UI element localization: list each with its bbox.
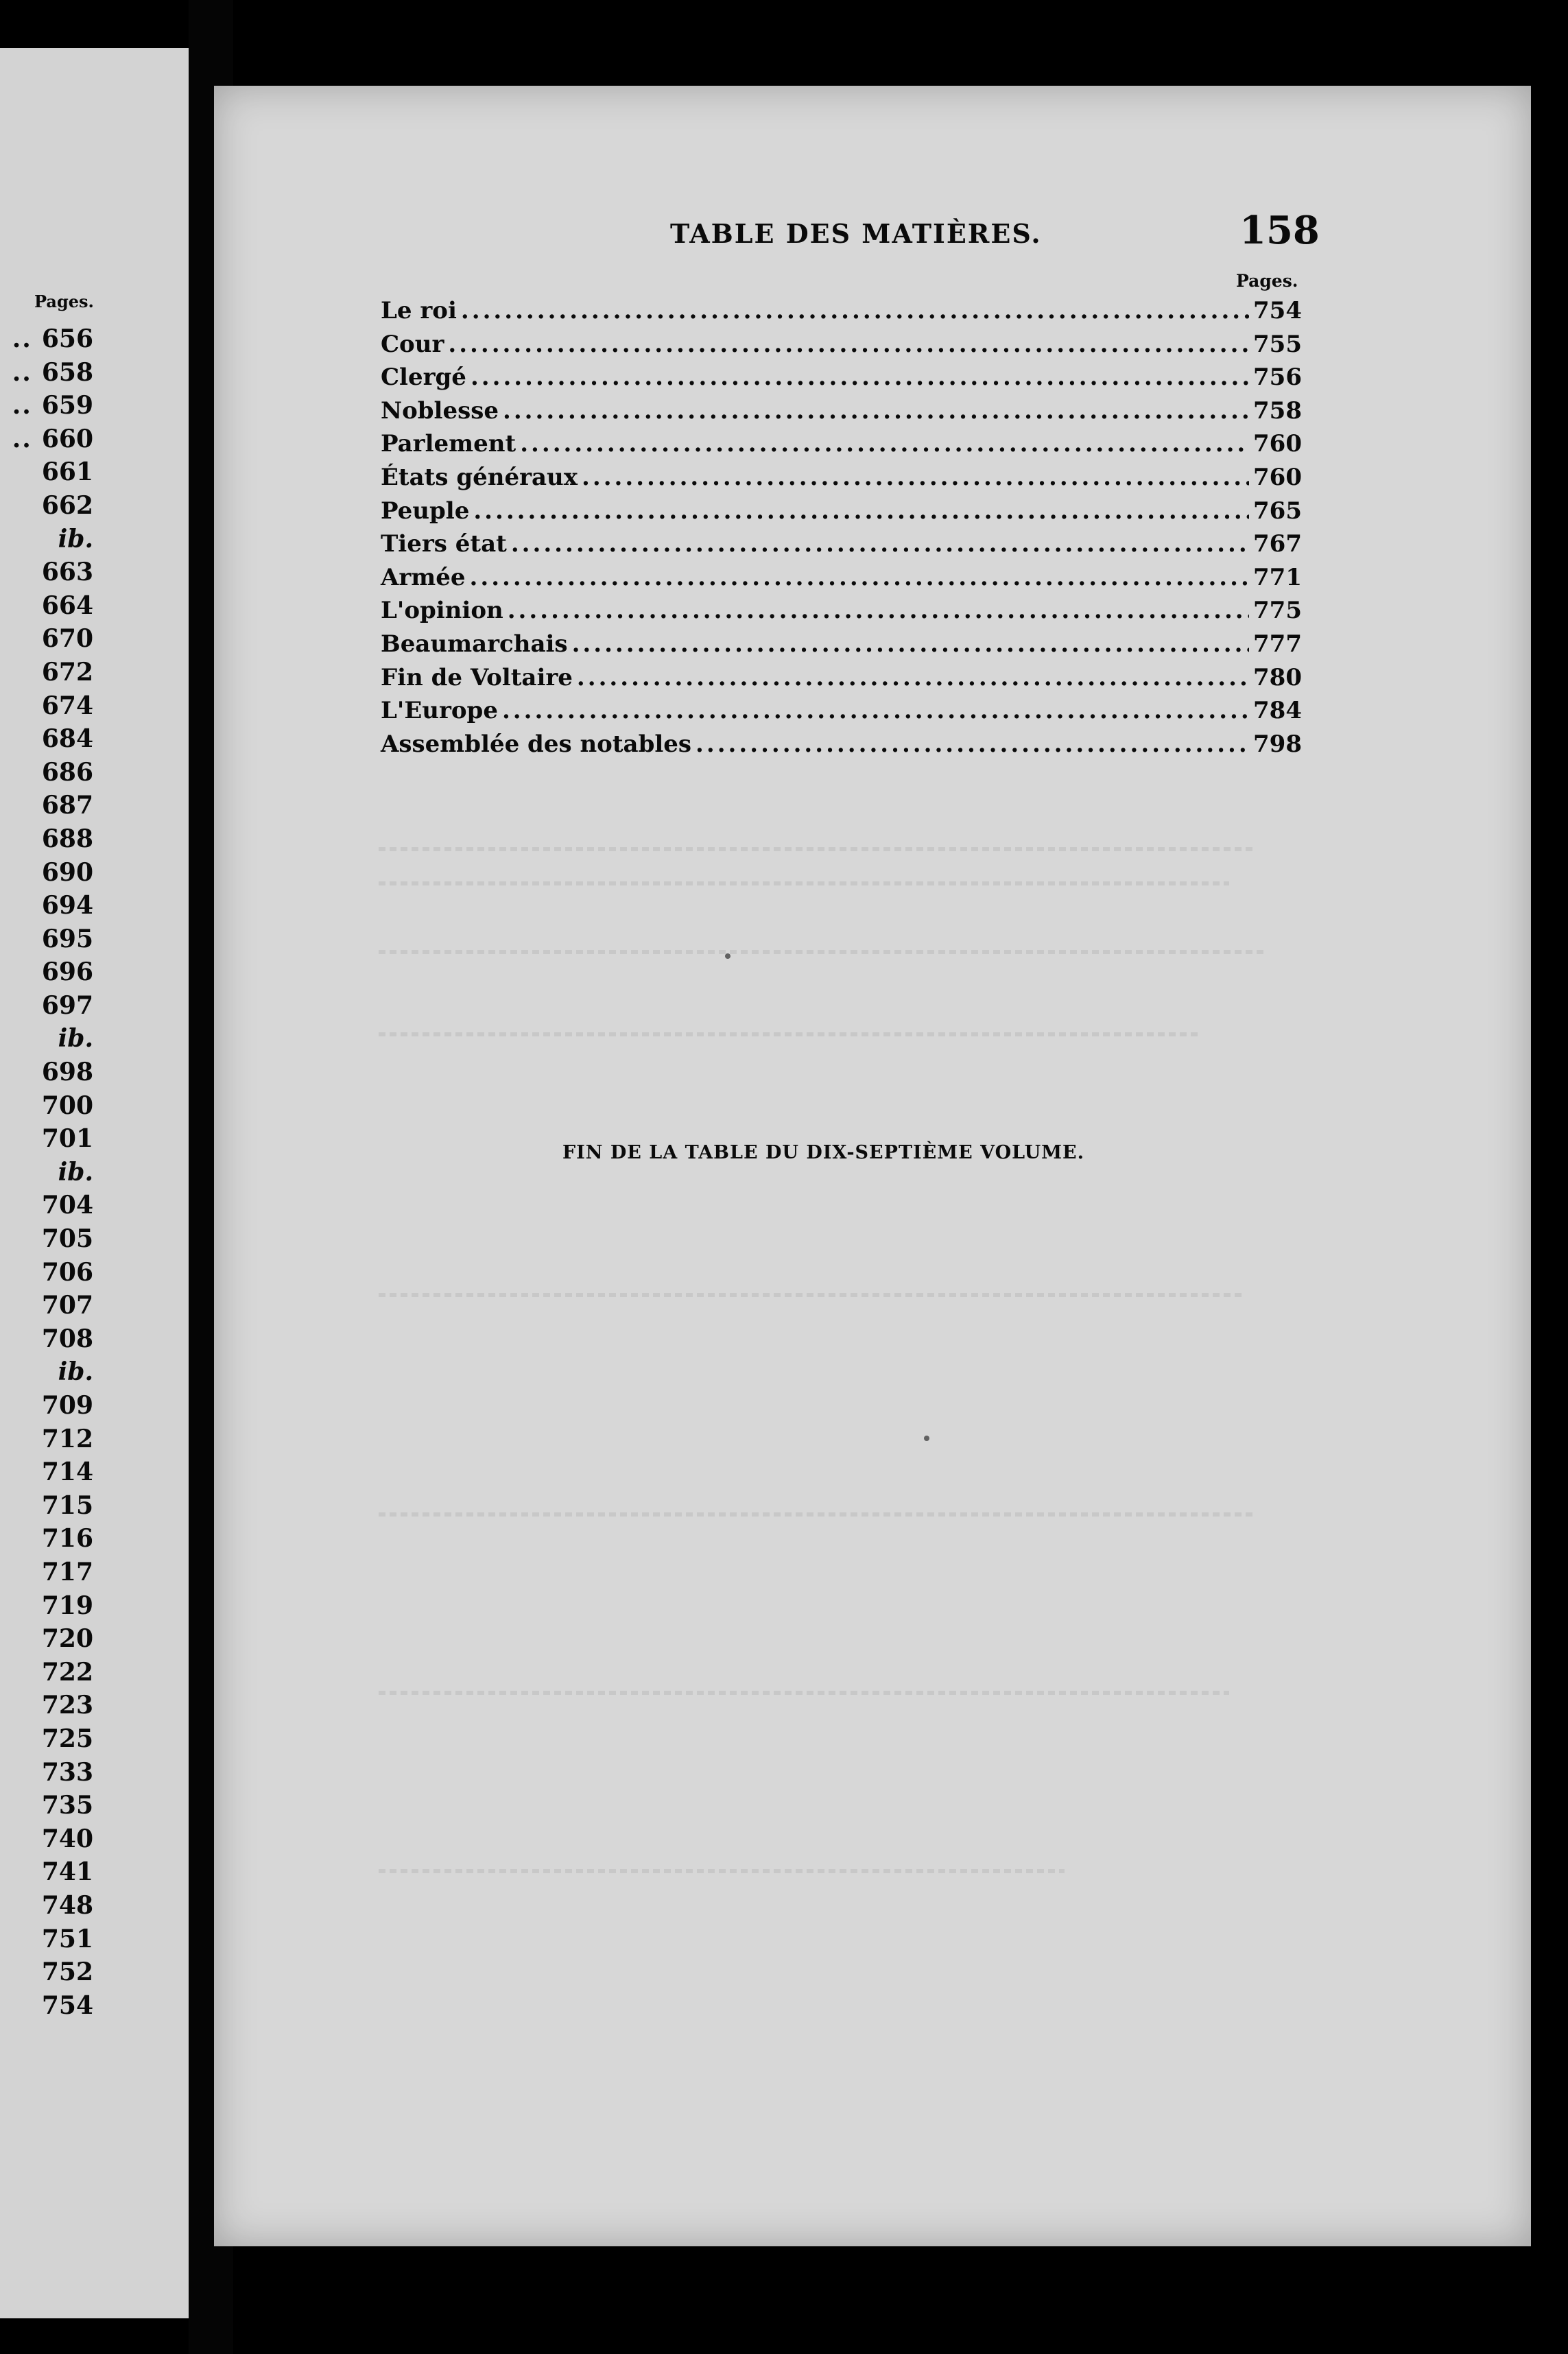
toc-entry-page: 755 [1253,330,1302,358]
toc-entry-page: 775 [1253,597,1302,625]
left-page-number-text: 695 [41,924,93,953]
left-page-number-text: ib. [58,1024,93,1054]
toc-entry [381,364,1301,397]
toc-entry-page: 765 [1253,497,1302,525]
left-page-number-text: ib. [58,524,93,554]
toc-entry [381,697,1301,730]
left-page-number [0,1056,96,1089]
bleed-through-line [379,1032,1202,1036]
left-page-number [0,856,96,890]
bleed-through-line [379,881,1229,885]
left-page-number-text: ib. [58,1157,93,1187]
left-page-number-text: 748 [41,1890,93,1920]
left-page-number [0,822,96,856]
left-page-number-text: 741 [41,1857,93,1887]
left-page-number [0,989,96,1023]
left-page-number-text: 725 [41,1724,93,1753]
left-page-number [0,1423,96,1456]
left-page-number-text: 714 [41,1458,93,1487]
left-page [0,48,189,2318]
bleed-through-line [379,1293,1243,1297]
left-page-number-text: 670 [41,624,93,654]
toc-entry-page: 760 [1253,430,1302,458]
toc-entry [381,564,1301,597]
leader-dots: .. [12,324,32,353]
left-page-number [0,1355,96,1389]
leader-dots [503,397,1249,425]
left-page-number-text: 706 [41,1257,93,1287]
left-page-number-text: 658 [41,357,93,387]
left-page-number-text: 717 [41,1557,93,1586]
leader-dots [696,730,1249,758]
bleed-through-line [379,1512,1257,1517]
left-page-number [0,1489,96,1523]
leader-dots [448,331,1249,358]
left-page-number-text: 656 [41,324,93,353]
left-page-number [0,322,96,356]
leader-dots: .. [12,357,32,387]
left-page-number-text: 694 [41,891,93,920]
left-page-number-text: 687 [41,791,93,820]
left-page-number-text: 751 [41,1924,93,1953]
left-page-number [0,489,96,523]
toc-entry [381,497,1301,531]
running-title: TABLE DES MATIÈRES. [670,218,1042,249]
toc-entry-page: 754 [1253,297,1302,324]
left-page-number-text: 674 [41,691,93,720]
left-page-number-text: 719 [41,1591,93,1620]
toc-entry-page: 767 [1253,530,1302,558]
leader-dots: .. [12,391,32,420]
ink-speck [725,953,730,959]
left-page-number [0,1789,96,1822]
left-pages-label: Pages. [34,292,94,311]
toc-entry [381,430,1301,464]
toc-entry-page: 760 [1253,463,1302,491]
toc-entry-label: Peuple [381,497,470,525]
toc-entry-label: Fin de Voltaire [381,663,573,691]
toc-entry-label: Parlement [381,430,516,458]
left-page-number [0,1889,96,1923]
toc-entry-label: États généraux [381,463,578,491]
left-page-number-text: 662 [41,490,93,520]
left-page-number [0,1455,96,1489]
left-page-number-text: 715 [41,1490,93,1520]
left-page-number [0,1722,96,1756]
left-page-number-text: 707 [41,1291,93,1320]
toc-entry-label: Armée [381,563,466,591]
left-page-number-text: 701 [41,1124,93,1154]
left-page-number-text: 720 [41,1624,93,1654]
left-page-number-text: 688 [41,824,93,853]
toc-entry [381,630,1301,664]
left-page-number [0,1256,96,1289]
bleed-through-line [379,950,1263,954]
left-page-number-text: 672 [41,657,93,687]
left-page-number-text: 664 [41,591,93,620]
left-page-number [0,1756,96,1790]
toc-entry [381,530,1301,564]
left-page-number-text: 705 [41,1224,93,1254]
toc-entry [381,664,1301,698]
left-page-number [0,389,96,423]
left-page-number [0,1022,96,1056]
left-page-number-text: 696 [41,958,93,987]
bleed-through-line [379,1869,1065,1873]
left-page-number-text: 752 [41,1958,93,1987]
leader-dots [471,364,1249,391]
table-of-contents [381,297,1301,763]
leader-dots [511,530,1249,558]
leader-dots [508,597,1249,624]
left-page-number [0,1955,96,1989]
left-page-number-text: 661 [41,457,93,487]
left-page-number-text: 660 [41,424,93,453]
left-page-number [0,1855,96,1889]
bleed-through-line [379,1691,1229,1695]
toc-entry-page: 777 [1253,630,1302,658]
left-page-number [0,689,96,723]
toc-entry [381,464,1301,497]
left-page-number-text: 712 [41,1424,93,1453]
toc-entry-label: Tiers état [381,530,507,558]
leader-dots [572,630,1249,658]
left-page-number [0,455,96,489]
left-page-number [0,1522,96,1556]
toc-entry-page: 756 [1253,364,1302,392]
left-page-number-text: ib. [58,1357,93,1387]
leader-dots: .. [12,424,32,453]
toc-entry-label: Assemblée des notables [381,730,692,758]
toc-entry-label: Noblesse [381,396,499,425]
toc-entry [381,331,1301,364]
left-page-number [0,1656,96,1689]
toc-entry [381,597,1301,630]
left-page-number [0,1089,96,1123]
bleed-through-line [379,847,1257,851]
left-page-number-text: 697 [41,990,93,1020]
left-page-number [0,756,96,789]
left-page-number [0,1589,96,1623]
left-page-number-text: 740 [41,1824,93,1853]
toc-entry-page: 771 [1253,563,1302,591]
left-page-number-text: 716 [41,1524,93,1554]
left-page-number-text: 709 [41,1391,93,1420]
left-page-number [0,523,96,556]
left-page-number-list [0,322,96,2022]
left-page-number-text: 723 [41,1691,93,1720]
toc-entry [381,730,1301,764]
toc-entry-label: L'opinion [381,597,503,625]
left-page-number [0,789,96,822]
leader-dots [577,664,1249,691]
left-page-number [0,622,96,656]
left-page-number [0,656,96,689]
toc-entry-page: 758 [1253,396,1302,425]
left-page-number-text: 700 [41,1091,93,1120]
left-page-number-text: 663 [41,558,93,587]
toc-entry-label: Le roi [381,297,457,324]
ink-speck [924,1436,929,1441]
left-page-number-text: 733 [41,1757,93,1787]
left-page-number [0,1322,96,1356]
toc-entry [381,397,1301,431]
left-page-number [0,589,96,623]
page-number: 158 [1239,208,1320,253]
toc-entry-label: L'Europe [381,697,498,725]
left-page-number-text: 690 [41,857,93,887]
end-note: FIN DE LA TABLE DU DIX-SEPTIÈME VOLUME. [562,1142,1085,1163]
left-page-number [0,1923,96,1956]
left-page-number-text: 659 [41,391,93,420]
left-page-number [0,1222,96,1256]
left-page-number-text: 735 [41,1791,93,1820]
left-page-number [0,1389,96,1423]
main-page [214,86,1531,2246]
left-page-number [0,356,96,390]
leader-dots [582,464,1249,491]
left-page-number [0,1156,96,1189]
left-page-number [0,1556,96,1589]
left-page-number [0,955,96,989]
left-page-number [0,722,96,756]
left-page-number [0,1989,96,2023]
left-page-number-text: 754 [41,1990,93,2020]
toc-entry-page: 798 [1253,730,1302,758]
left-page-number-text: 704 [41,1191,93,1220]
leader-dots [473,497,1249,525]
left-page-number-text: 722 [41,1657,93,1687]
leader-dots [520,430,1249,457]
toc-entry-page: 780 [1253,663,1302,691]
left-page-number [0,1289,96,1322]
toc-entry-page: 784 [1253,697,1302,725]
pages-column-label: Pages. [1236,271,1298,291]
left-page-number [0,923,96,956]
toc-entry [381,297,1301,331]
left-page-number [0,556,96,589]
toc-entry-label: Clergé [381,364,466,392]
left-page-number [0,1689,96,1722]
left-page-number-text: 698 [41,1058,93,1087]
left-page-number-text: 708 [41,1324,93,1353]
toc-entry-label: Cour [381,330,444,358]
toc-entry-label: Beaumarchais [381,630,568,658]
left-page-number-text: 684 [41,724,93,754]
left-page-number-text: 686 [41,757,93,787]
leader-dots [502,697,1249,724]
left-page-number [0,1189,96,1222]
left-page-number [0,423,96,456]
leader-dots [470,564,1249,591]
left-page-number [0,1122,96,1156]
leader-dots [461,297,1249,324]
left-page-number [0,889,96,923]
left-page-number [0,1622,96,1656]
left-page-number [0,1822,96,1856]
